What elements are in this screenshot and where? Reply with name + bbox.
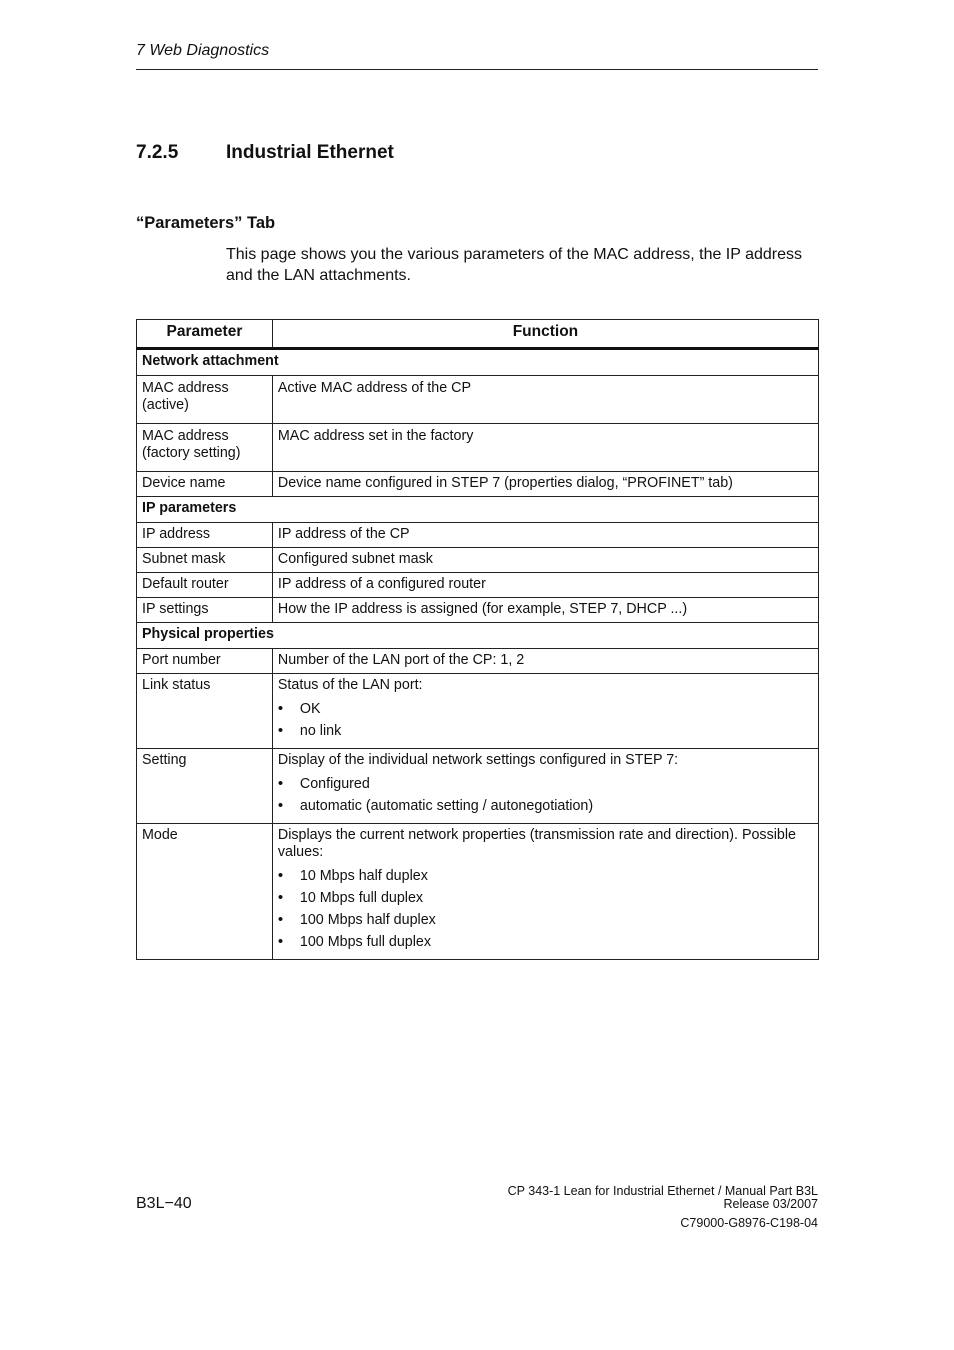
intro-paragraph: This page shows you the various parameters of the MAC address, the IP address and the LAN attachments. xyxy=(226,246,802,284)
section-heading: Industrial Ethernet xyxy=(226,142,394,163)
table-row xyxy=(137,674,819,749)
function-cell xyxy=(272,749,818,824)
function-text: IP address of a configured router xyxy=(277,576,486,592)
footer-manual: CP 343-1 Lean for Industrial Ethernet / Manual Part B3L xyxy=(507,1184,818,1198)
footer-release: Release 03/2007 xyxy=(723,1196,818,1211)
parameter-cell: Setting xyxy=(137,749,273,824)
parameter-cell: Device name xyxy=(137,472,273,497)
subsection-title: “Parameters” Tab xyxy=(136,214,276,232)
group-row xyxy=(137,623,819,649)
parameter-cell: IP address xyxy=(137,523,273,548)
group-title: IP parameters xyxy=(137,497,819,523)
table-row xyxy=(137,598,819,623)
function-text: Display of the individual network settings configured in STEP 7: xyxy=(277,752,679,768)
table-row xyxy=(137,573,819,598)
bullet-item: • OK xyxy=(278,698,813,720)
parameter-cell: MAC address (factory setting) xyxy=(137,424,273,472)
parameter-cell: IP settings xyxy=(137,598,273,623)
function-cell xyxy=(272,573,818,598)
function-text: Device name configured in STEP 7 (properties dialog, “PROFINET” tab) xyxy=(277,475,733,491)
group-title: Network attachment xyxy=(137,349,819,376)
parameter-cell: MAC address (active) xyxy=(137,376,273,424)
group-row xyxy=(137,497,819,523)
table-row xyxy=(137,824,819,960)
function-text: Displays the current network properties (transmission rate and direction). Possible values: xyxy=(277,827,796,860)
function-cell xyxy=(272,598,818,623)
function-text: Status of the LAN port: xyxy=(277,677,423,693)
parameter-cell: Default router xyxy=(137,573,273,598)
bullet-item: • 100 Mbps half duplex xyxy=(278,909,813,931)
header-rule xyxy=(136,69,818,70)
function-cell xyxy=(272,649,818,674)
table-row xyxy=(137,548,819,573)
parameter-cell: Port number xyxy=(137,649,273,674)
bullet-item: • no link xyxy=(278,720,813,742)
table-row xyxy=(137,749,819,824)
parameter-cell: Link status xyxy=(137,674,273,749)
bullet-item: • 10 Mbps half duplex xyxy=(278,865,813,887)
table-header-row xyxy=(137,320,819,349)
table-body xyxy=(137,349,819,960)
function-text: Active MAC address of the CP xyxy=(277,380,471,396)
table-row xyxy=(137,424,819,472)
bullet-item: • Configured xyxy=(278,773,813,795)
parameters-table xyxy=(136,319,819,960)
column-header-function: Function xyxy=(272,320,818,349)
group-title: Physical properties xyxy=(137,623,819,649)
function-cell xyxy=(272,523,818,548)
running-header: 7 Web Diagnostics xyxy=(136,42,270,59)
function-cell xyxy=(272,674,818,749)
group-row xyxy=(137,349,819,376)
parameter-cell: Mode xyxy=(137,824,273,960)
column-header-parameter: Parameter xyxy=(137,320,273,349)
bullet-item: • 10 Mbps full duplex xyxy=(278,887,813,909)
parameter-cell: Subnet mask xyxy=(137,548,273,573)
function-cell xyxy=(272,824,818,960)
bullet-item: • 100 Mbps full duplex xyxy=(278,931,813,953)
bullet-item: • automatic (automatic setting / autonegotiation) xyxy=(278,795,813,817)
function-bullet-list xyxy=(278,698,813,742)
function-text: Number of the LAN port of the CP: 1, 2 xyxy=(277,652,525,668)
function-text: How the IP address is assigned (for example, STEP 7, DHCP ...) xyxy=(277,601,688,617)
table-row xyxy=(137,649,819,674)
table-row xyxy=(137,472,819,497)
section-title xyxy=(136,142,394,164)
section-number: 7.2.5 xyxy=(136,142,179,163)
table-row xyxy=(137,376,819,424)
function-text: IP address of the CP xyxy=(277,526,410,542)
function-text: Configured subnet mask xyxy=(277,551,433,567)
function-cell xyxy=(272,472,818,497)
function-bullet-list xyxy=(278,773,813,817)
page-number: B3L−40 xyxy=(136,1195,192,1212)
function-cell xyxy=(272,424,818,472)
function-bullet-list xyxy=(278,865,813,953)
footer-order-number: C79000-G8976-C198-04 xyxy=(680,1216,818,1230)
function-cell xyxy=(272,376,818,424)
function-cell xyxy=(272,548,818,573)
function-text: MAC address set in the factory xyxy=(277,428,474,444)
footer-info xyxy=(508,1185,818,1230)
table-row xyxy=(137,523,819,548)
